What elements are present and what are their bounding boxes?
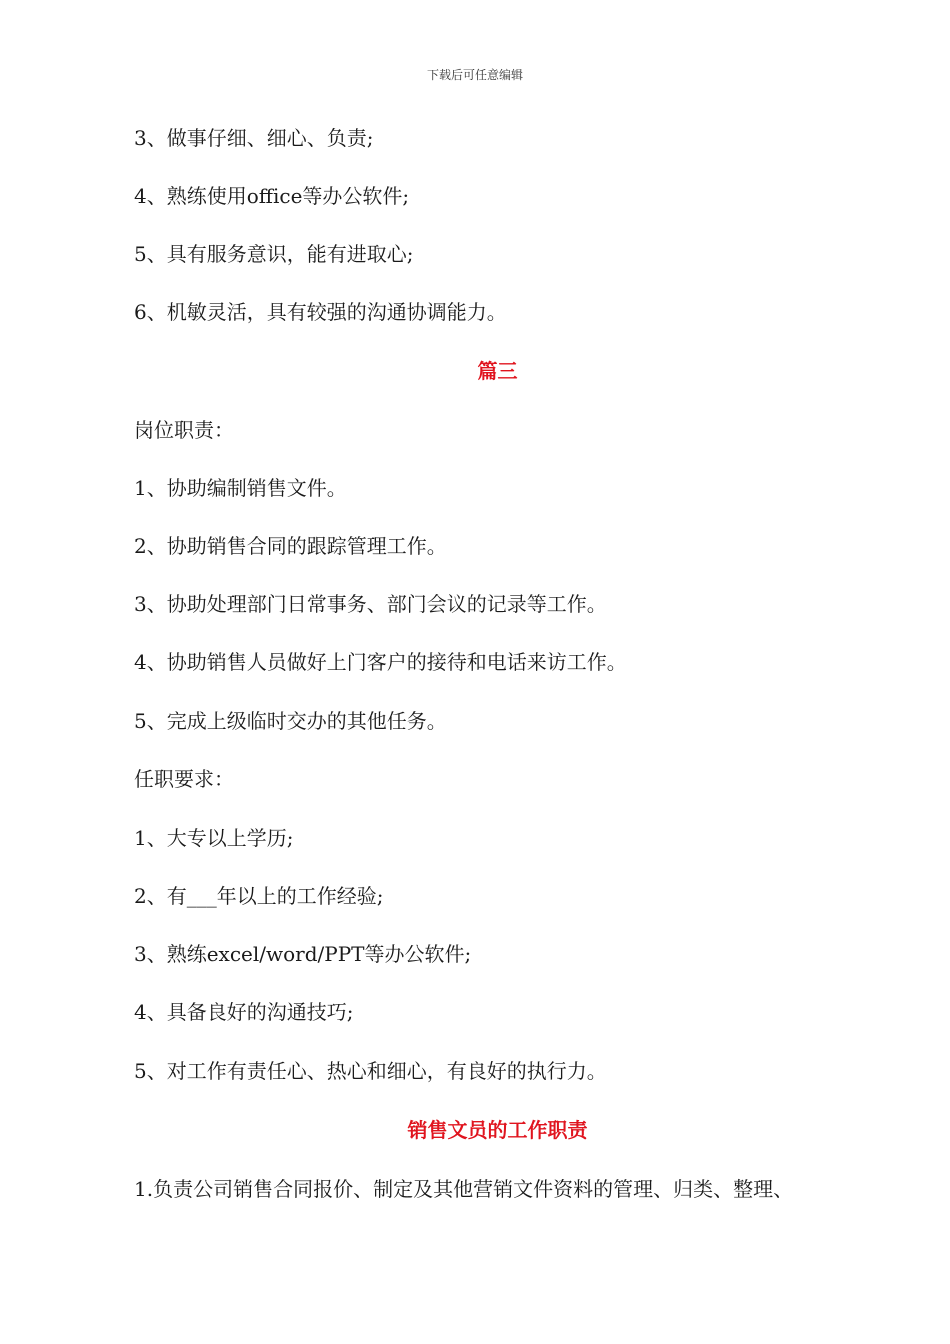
requirements-label: 任职要求：: [134, 767, 234, 791]
requirement-item: 2、有___年以上的工作经验;: [134, 884, 384, 908]
duty-item: 5、完成上级临时交办的其他任务。: [134, 709, 447, 733]
duty-item: 1、协助编制销售文件。: [134, 476, 347, 500]
section-title-part3: 篇三: [477, 359, 518, 383]
sales-duty-item: 1.负责公司销售合同报价、制定及其他营销文件资料的管理、归类、整理、: [134, 1177, 794, 1201]
duty-item: 2、协助销售合同的跟踪管理工作。: [134, 534, 447, 558]
page-header: 下载后可任意编辑: [426, 68, 523, 82]
requirement-item: 3、熟练excel/word/PPT等办公软件;: [134, 942, 472, 966]
list-item: 6、机敏灵活，具有较强的沟通协调能力。: [134, 300, 507, 324]
section-title-sales-clerk: 销售文员的工作职责: [407, 1118, 588, 1142]
list-item: 3、做事仔细、细心、负责;: [134, 126, 374, 150]
list-item: 4、熟练使用office等办公软件;: [134, 184, 410, 208]
duty-item: 4、协助销售人员做好上门客户的接待和电话来访工作。: [134, 650, 627, 674]
requirement-item: 5、对工作有责任心、热心和细心，有良好的执行力。: [134, 1059, 607, 1083]
requirement-item: 1、大专以上学历;: [134, 826, 294, 850]
duty-item: 3、协助处理部门日常事务、部门会议的记录等工作。: [134, 592, 607, 616]
duties-label: 岗位职责：: [134, 418, 234, 442]
list-item: 5、具有服务意识，能有进取心;: [134, 242, 414, 266]
requirement-item: 4、具备良好的沟通技巧;: [134, 1000, 354, 1024]
